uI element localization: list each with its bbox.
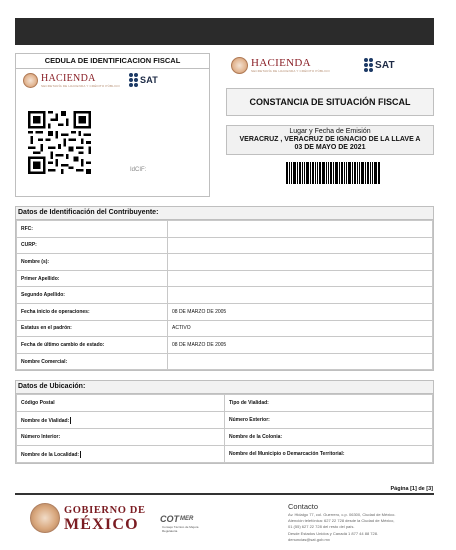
- field-label: Fecha inicio de operaciones:: [17, 303, 168, 320]
- field-label: Nombre de la Colonia:: [225, 429, 433, 446]
- top-banner: [15, 18, 434, 45]
- field-value: [168, 254, 433, 271]
- field-value: [168, 353, 433, 370]
- field-label: RFC:: [17, 221, 168, 238]
- ubicacion-table: [16, 394, 433, 463]
- field-label: Segundo Apellido:: [17, 287, 168, 304]
- gobierno-line2: MÉXICO: [64, 516, 139, 533]
- sat-logo-text: SAT: [140, 75, 158, 85]
- text-cursor: [80, 451, 81, 458]
- hacienda-logo-text: HACIENDA: [41, 72, 96, 84]
- field-label: Nombre de la Localidad:: [21, 451, 80, 458]
- table-row: [17, 254, 433, 271]
- table-row: [17, 353, 433, 370]
- field-label: CURP:: [17, 237, 168, 254]
- contact-line: 01 (55) 627 22 728 del resto del país.: [288, 524, 355, 530]
- field-value: 08 DE MARZO DE 2005: [168, 337, 433, 354]
- lugar-line2: 03 DE MAYO DE 2021: [294, 144, 366, 151]
- contact-line: Av. Hidalgo 77, col. Guerrero, c.p. 06300, Ciudad de México.: [288, 512, 396, 517]
- field-label: Código Postal: [17, 395, 225, 412]
- table-row: [17, 237, 433, 254]
- footer-divider: [15, 493, 434, 495]
- qr-code-icon: [28, 111, 91, 174]
- cotmer-text-b: MER: [180, 516, 194, 522]
- sat-dots-icon: [129, 73, 138, 87]
- barcode-icon: [286, 162, 380, 184]
- hacienda-seal-icon: [231, 57, 248, 74]
- field-cell: [17, 412, 225, 429]
- field-cell: [17, 446, 225, 463]
- contact-block: [288, 502, 438, 543]
- contact-line: Atención telefónica: 627 22 728 desde la Ciudad de México,: [288, 518, 395, 524]
- field-label: Tipo de Vialidad:: [225, 395, 433, 412]
- field-value: 08 DE MARZO DE 2005: [168, 303, 433, 320]
- field-value: [168, 287, 433, 304]
- field-label: Número Exterior:: [225, 412, 433, 429]
- lugar-line1: VERACRUZ , VERACRUZ DE IGNACIO DE LA LLAVE A: [239, 136, 421, 143]
- field-label: Número Interior:: [17, 429, 225, 446]
- idcif-label: IdCIF:: [130, 167, 147, 173]
- lugar-label: Lugar y Fecha de Emisión: [289, 128, 371, 135]
- table-row: [17, 446, 433, 463]
- hacienda-logo-subtitle: SECRETARÍA DE HACIENDA Y CRÉDITO PÚBLICO: [41, 83, 120, 88]
- cotmer-text-a: COT: [160, 514, 179, 524]
- hacienda-logo: [23, 73, 120, 88]
- gobierno-logo: [30, 503, 146, 533]
- cedula-logos: [21, 72, 204, 92]
- sat-logo-text: SAT: [375, 59, 395, 71]
- sat-dots-icon: [364, 58, 373, 72]
- constancia-title: CONSTANCIA DE SITUACIÓN FISCAL: [226, 88, 434, 116]
- text-cursor: [70, 417, 71, 424]
- table-row: [17, 395, 433, 412]
- table-row: [17, 412, 433, 429]
- field-label: Nombre del Municipio o Demarcación Territorial:: [225, 446, 433, 463]
- field-value: [168, 270, 433, 287]
- identificacion-section: [15, 206, 434, 371]
- field-value: ACTIVO: [168, 320, 433, 337]
- hacienda-logo-subtitle: SECRETARÍA DE HACIENDA Y CRÉDITO PÚBLICO: [251, 69, 330, 73]
- table-row: [17, 287, 433, 304]
- ubicacion-section: [15, 380, 434, 464]
- cedula-title: CEDULA DE IDENTIFICACION FISCAL: [16, 54, 209, 69]
- table-row: [17, 221, 433, 238]
- hacienda-logo-text: HACIENDA: [251, 57, 311, 69]
- sat-logo: [129, 73, 158, 87]
- sat-logo: [364, 58, 395, 72]
- ubicacion-heading: Datos de Ubicación:: [16, 381, 433, 394]
- page-number: Página [1] de [3]: [390, 486, 433, 492]
- cedula-card: [15, 53, 210, 197]
- identificacion-heading: Datos de Identificación del Contribuyente:: [16, 207, 433, 220]
- cotmer-logo: [160, 514, 199, 533]
- table-row: [17, 320, 433, 337]
- identificacion-table: [16, 220, 433, 370]
- lugar-fecha-box: [226, 125, 434, 155]
- table-row: [17, 303, 433, 320]
- field-label: Primer Apellido:: [17, 270, 168, 287]
- field-label: Nombre Comercial:: [17, 353, 168, 370]
- contact-email-link[interactable]: denuncias@sat.gob.mx: [288, 536, 330, 542]
- mexico-seal-icon: [30, 503, 60, 533]
- field-label: Estatus en el padrón:: [17, 320, 168, 337]
- gobierno-line1: GOBIERNO DE: [64, 505, 146, 516]
- field-value: [168, 221, 433, 238]
- table-row: [17, 429, 433, 446]
- field-value: [168, 237, 433, 254]
- hacienda-seal-icon: [23, 73, 38, 88]
- header-logos: [227, 55, 434, 77]
- field-label: Nombre (s):: [17, 254, 168, 271]
- cotmer-subtitle: Consejo Técnico de Mejora Regulatoria: [162, 525, 199, 533]
- field-label: Fecha de último cambio de estado:: [17, 337, 168, 354]
- table-row: [17, 337, 433, 354]
- hacienda-logo: [231, 57, 330, 74]
- table-row: [17, 270, 433, 287]
- field-label: Nombre de Vialidad:: [21, 417, 70, 424]
- contact-line: Desde Estados Unidos y Canadá 1 877 44 88 728.: [288, 530, 379, 536]
- contact-title: Contacto: [288, 502, 319, 511]
